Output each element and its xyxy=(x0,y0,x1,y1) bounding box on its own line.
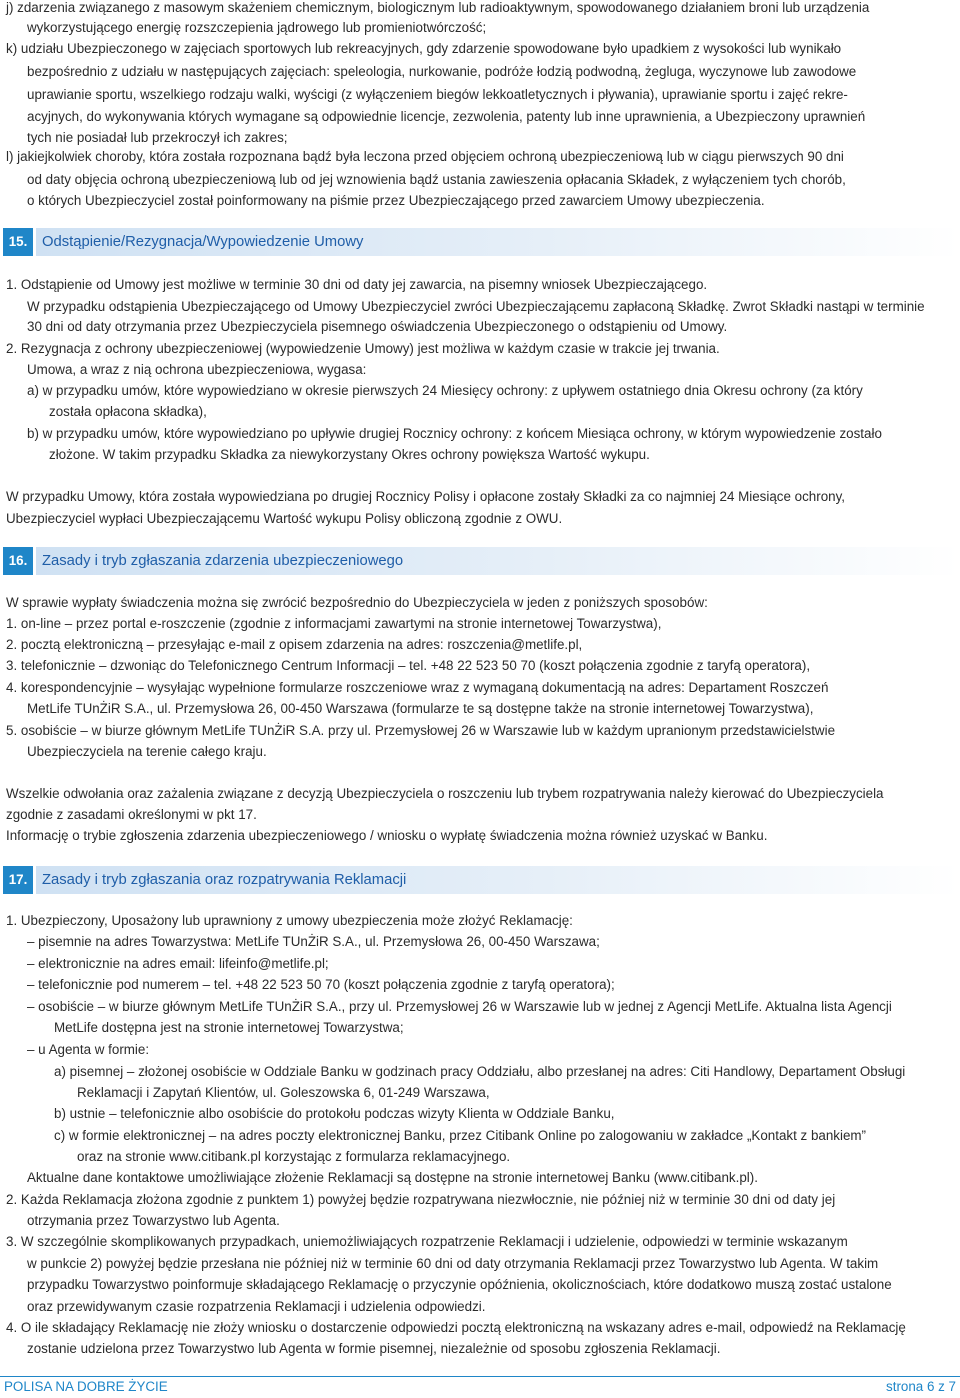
text-line: 3. W szczególnie skomplikowanych przypadkach, uniemożliwiających rozpatrzenie Reklamacji i udzielenie, odpowiedzi w terminie wskazanym xyxy=(6,1234,848,1249)
text-line: Ubezpieczyciel wypłaci Ubezpieczającemu Wartość wykupu Polisy obliczoną zgodnie z OWU. xyxy=(6,511,563,526)
section-header-17 xyxy=(0,866,960,894)
text-line: Informację o trybie zgłoszenia zdarzenia ubezpieczeniowego / wniosku o wypłatę świadczenia można również uzyskać w Banku. xyxy=(6,828,768,843)
text-line: 2. Każda Reklamacja złożona zgodnie z punktem 1) powyżej będzie rozpatrywana niezwłocznie, nie później niż w terminie 30 dni od daty jej xyxy=(6,1192,836,1207)
text-line: została opłacona składka), xyxy=(49,404,207,419)
text-line: – osobiście – w biurze głównym MetLife TUnŻiR S.A., przy ul. Przemysłowej 26 w Warszawie lub w jednej z Agencji MetLife. Aktualna lista Agencji xyxy=(27,999,892,1014)
text-line: 3. telefonicznie – dzwoniąc do Telefonicznego Centrum Informacji – tel. +48 22 523 50 70 (koszt połączenia zgodnie z taryfą operatora), xyxy=(6,658,811,673)
page-number: strona 6 z 7 xyxy=(886,1379,956,1394)
text-line: b) w przypadku umów, które wypowiedziano po upływie drugiej Rocznicy ochrony: z końcem Miesiąca ochrony, w którym wypowiedzenie zostało xyxy=(27,426,882,441)
text-line: złożone. W takim przypadku Składka za niewykorzystany Okres ochrony powiększa Wartość wykupu. xyxy=(49,447,650,462)
text-line: a) w przypadku umów, które wypowiedziano w okresie pierwszych 24 Miesięcy ochrony: z upływem ostatniego dnia Okresu ochrony (za który xyxy=(27,383,863,398)
text-line: 4. korespondencyjnie – wysyłając wypełnione formularze roszczeniowe wraz z wymaganą dokumentacją na adres: Departament Roszczeń xyxy=(6,680,829,695)
text-line: a) pisemnej – złożonej osobiście w Oddziale Banku w godzinach pracy Oddziału, albo przesłanej na adres: Citi Handlowy, Departament Obsługi xyxy=(54,1064,906,1079)
text-line: – elektronicznie na adres email: lifeinfo@metlife.pl; xyxy=(27,956,329,971)
text-line: k) udziału Ubezpieczonego w zajęciach sportowych lub rekreacyjnych, gdy zdarzenie spowodowane było upadkiem z wysokości lub wynikało xyxy=(6,41,842,56)
text-line: – pisemnie na adres Towarzystwa: MetLife TUnŻiR S.A., ul. Przemysłowa 26, 00-450 Warszawa; xyxy=(27,934,600,949)
text-line: – telefonicznie pod numerem – tel. +48 22 523 50 70 (koszt połączenia zgodnie z taryfą operatora); xyxy=(27,977,615,992)
section-title: Zasady i tryb zgłaszania oraz rozpatrywania Reklamacji xyxy=(42,872,407,888)
section-header-16 xyxy=(0,547,960,575)
text-line: Wszelkie odwołania oraz zażalenia związane z decyzją Ubezpieczyciela o roszczeniu lub trybem rozpatrywania należy kierować do Ubezpieczyciela xyxy=(6,786,884,801)
footer-title: POLISA NA DOBRE ŻYCIE xyxy=(4,1379,168,1394)
text-line: 1. Ubezpieczony, Uposażony lub uprawniony z umowy ubezpieczenia może złożyć Reklamację: xyxy=(6,913,573,928)
text-line: l) jakiejkolwiek choroby, która została rozpoznana bądź była leczona przed objęciem ochroną ubezpieczeniową lub w ciągu pierwszych 90 dni xyxy=(6,149,844,164)
text-line: 1. Odstąpienie od Umowy jest możliwe w terminie 30 dni od daty jej zawarcia, na pisemny wniosek Ubezpieczającego. xyxy=(6,277,708,292)
text-line: Aktualne dane kontaktowe umożliwiające złożenie Reklamacji są dostępne na stronie internetowej Banku (www.citibank.pl). xyxy=(27,1170,758,1185)
text-line: Ubezpieczyciela na terenie całego kraju. xyxy=(27,744,267,759)
text-line: Reklamacji i Zapytań Klientów, ul. Goleszowska 6, 01-249 Warszawa, xyxy=(77,1085,490,1100)
text-line: bezpośrednio z udziału w następujących zajęciach: speleologia, nurkowanie, podróże łodzią podwodną, żegluga, wyczynowe lub zawodowe xyxy=(27,64,857,79)
text-line: W przypadku Umowy, która została wypowiedziana po drugiej Rocznicy Polisy i opłacone zostały Składki za co najmniej 24 Miesiące ochrony, xyxy=(6,489,846,504)
text-line: – u Agenta w formie: xyxy=(27,1042,150,1057)
text-line: c) w formie elektronicznej – na adres poczty elektronicznej Banku, przez Citibank Online po zalogowaniu w zakładce „Kontakt z bankiem” xyxy=(54,1128,867,1143)
text-line: Umowa, a wraz z nią ochrona ubezpieczeniowa, wygasa: xyxy=(27,362,367,377)
text-line: 2. pocztą elektroniczną – przesyłając e-mail z opisem zdarzenia na adres: roszczenia@metlife.pl, xyxy=(6,637,583,652)
text-line: zgodnie z zasadami określonymi w pkt 17. xyxy=(6,807,257,822)
section-header-15 xyxy=(0,228,960,256)
text-line: MetLife TUnŻiR S.A., ul. Przemysłowa 26, 00-450 Warszawa (formularze te są dostępne także na stronie internetowej Towarzystwa), xyxy=(27,701,814,716)
text-line: tych nie posiadał lub przekroczył ich zakres; xyxy=(27,130,288,145)
text-line: j) zdarzenia związanego z masowym skażeniem chemicznym, biologicznym lub radioaktywnym, spowodowanego działaniem broni lub urządzenia xyxy=(6,0,870,15)
text-line: W sprawie wypłaty świadczenia można się zwrócić bezpośrednio do Ubezpieczyciela w jeden z poniższych sposobów: xyxy=(6,595,708,610)
section-number-badge: 16. xyxy=(3,547,33,575)
section-title: Zasady i tryb zgłaszania zdarzenia ubezpieczeniowego xyxy=(42,553,404,569)
section-number-badge: 15. xyxy=(3,228,33,256)
section-number-badge: 17. xyxy=(3,866,33,894)
text-line: zostanie udzielona przez Towarzystwo lub Agenta w formie pisemnej, niezależnie od sposobu zgłoszenia Reklamacji. xyxy=(27,1341,721,1356)
text-line: 1. on-line – przez portal e-roszczenie (zgodnie z informacjami zawartymi na stronie internetowej Towarzystwa), xyxy=(6,616,662,631)
text-line: MetLife dostępna jest na stronie internetowej Towarzystwa; xyxy=(54,1020,404,1035)
text-line: W przypadku odstąpienia Ubezpieczającego od Umowy Ubezpieczyciel zwróci Ubezpieczającemu zapłaconą Składkę. Zwrot Składki nastąpi w terminie xyxy=(27,299,925,314)
text-line: 5. osobiście – w biurze głównym MetLife TUnŻiR S.A. przy ul. Przemysłowej 26 w Warszawie lub w każdym upranionym przedstawicielstwie xyxy=(6,723,836,738)
text-line: 30 dni od daty otrzymania przez Ubezpieczyciela pisemnego oświadczenia Ubezpieczonego o odstąpieniu od Umowy. xyxy=(27,319,728,334)
text-line: 4. O ile składający Reklamację nie złoży wniosku o dostarczenie odpowiedzi pocztą elektroniczną na wskazany adres e-mail, odpowiedź na Reklamację xyxy=(6,1320,906,1335)
text-line: przypadku Towarzystwo poinformuje składającego Reklamację o przyczynie opóźnienia, okolicznościach, które dodatkowo muszą zostać ustalone xyxy=(27,1277,892,1292)
text-line: o których Ubezpieczyciel został poinformowany na piśmie przez Ubezpieczającego przed zawarciem Umowy ubezpieczenia. xyxy=(27,193,765,208)
text-line: od daty objęcia ochroną ubezpieczeniową lub od jej wznowienia bądź ustania zawieszenia opłacania Składek, z wyłączeniem tych chorób, xyxy=(27,172,846,187)
text-line: otrzymania przez Towarzystwo lub Agenta. xyxy=(27,1213,280,1228)
text-line: uprawianie sportu, wszelkiego rodzaju walki, wyścigi (z wyłączeniem biegów lekkoatletycznych i pływania), uprawianie sportu i zajęć rekre- xyxy=(27,87,848,102)
text-line: b) ustnie – telefonicznie albo osobiście do protokołu podczas wizyty Klienta w Oddziale Banku, xyxy=(54,1106,615,1121)
text-line: oraz na stronie www.citibank.pl korzystając z formularza reklamacyjnego. xyxy=(77,1149,511,1164)
text-line: 2. Rezygnacja z ochrony ubezpieczeniowej (wypowiedzenie Umowy) jest możliwa w każdym czasie w trakcie jej trwania. xyxy=(6,341,720,356)
text-line: acyjnych, do wykonywania których wymagane są odpowiednie licencje, zezwolenia, patenty lub inne uprawnienia, a Ubezpieczony uprawnień xyxy=(27,109,866,124)
section-title: Odstąpienie/Rezygnacja/Wypowiedzenie Umowy xyxy=(42,234,364,250)
text-line: w punkcie 2) powyżej będzie przesłana nie później niż w terminie 60 dni od daty otrzymania Reklamacji przez Towarzystwo lub Agenta. W takim xyxy=(27,1256,879,1271)
text-line: oraz przewidywanym czasie rozpatrzenia Reklamacji i udzielenia odpowiedzi. xyxy=(27,1299,486,1314)
text-line: wykorzystującego energię rozszczepienia jądrowego lub promieniotwórczość; xyxy=(27,20,487,35)
